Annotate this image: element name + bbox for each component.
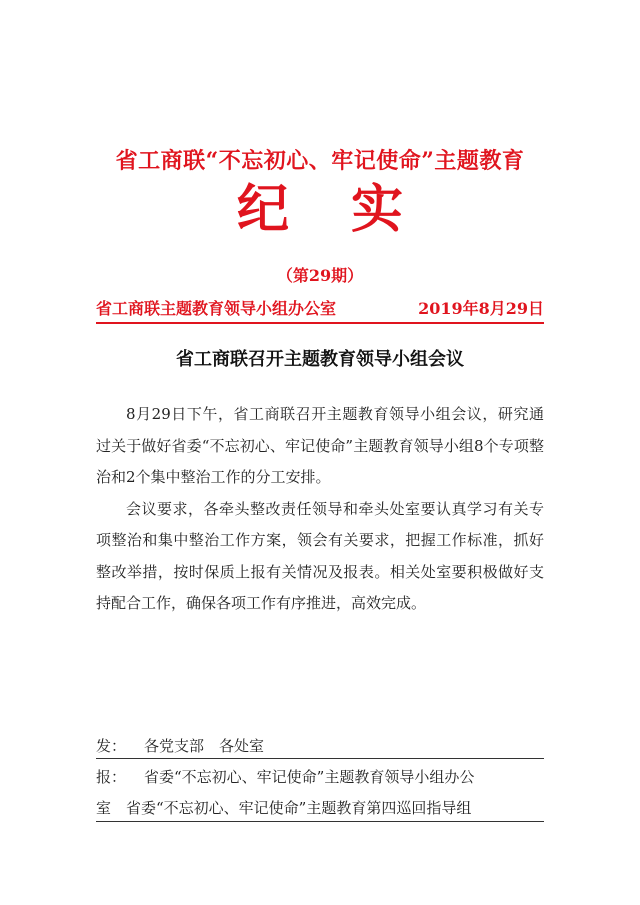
footer-bottom-divider	[96, 821, 544, 822]
report-label: 报：	[96, 768, 127, 786]
issue-date: 2019年8月29日	[418, 299, 544, 318]
report-recipients-line-2: 室 省委“不忘初心、牢记使命”主题教育第四巡回指导组	[96, 799, 472, 817]
document-big-title	[0, 178, 640, 242]
footer-divider	[96, 758, 544, 759]
send-row	[96, 735, 544, 757]
big-title-char-2: 实	[351, 179, 404, 240]
article-paragraph: 会议要求，各牵头整改责任领导和牵头处室要认真学习有关专项整治和集中整治工作方案，领会有关要求，把握工作标准，抓好整改举措，按时保质上报有关情况及报表。相关处室要积极做好支持配合工作，确保各项工作有序推进，高效完成。	[96, 499, 544, 612]
masthead	[96, 298, 544, 320]
report-row	[96, 766, 544, 788]
red-divider	[96, 322, 544, 324]
big-title-char-1: 纪	[236, 179, 289, 240]
article-title: 省工商联召开主题教育领导小组会议	[176, 349, 464, 370]
document-header-title: 省工商联“不忘初心、牢记使命”主题教育	[115, 148, 525, 174]
send-recipients: 各党支部 各处室	[144, 737, 265, 755]
article-paragraph: 8月29日下午，省工商联召开主题教育领导小组会议，研究通过关于做好省委“不忘初心、牢记使命”主题教育领导小组8个专项整治和2个集中整治工作的分工安排。	[96, 405, 544, 486]
report-row-continued	[96, 797, 544, 819]
issue-number: （第29期）	[276, 266, 364, 285]
issuing-organization: 省工商联主题教育领导小组办公室	[96, 299, 337, 318]
report-recipients-line-1: 省委“不忘初心、牢记使命”主题教育领导小组办公	[144, 768, 475, 786]
send-label: 发：	[96, 737, 127, 755]
article-body	[96, 399, 544, 620]
